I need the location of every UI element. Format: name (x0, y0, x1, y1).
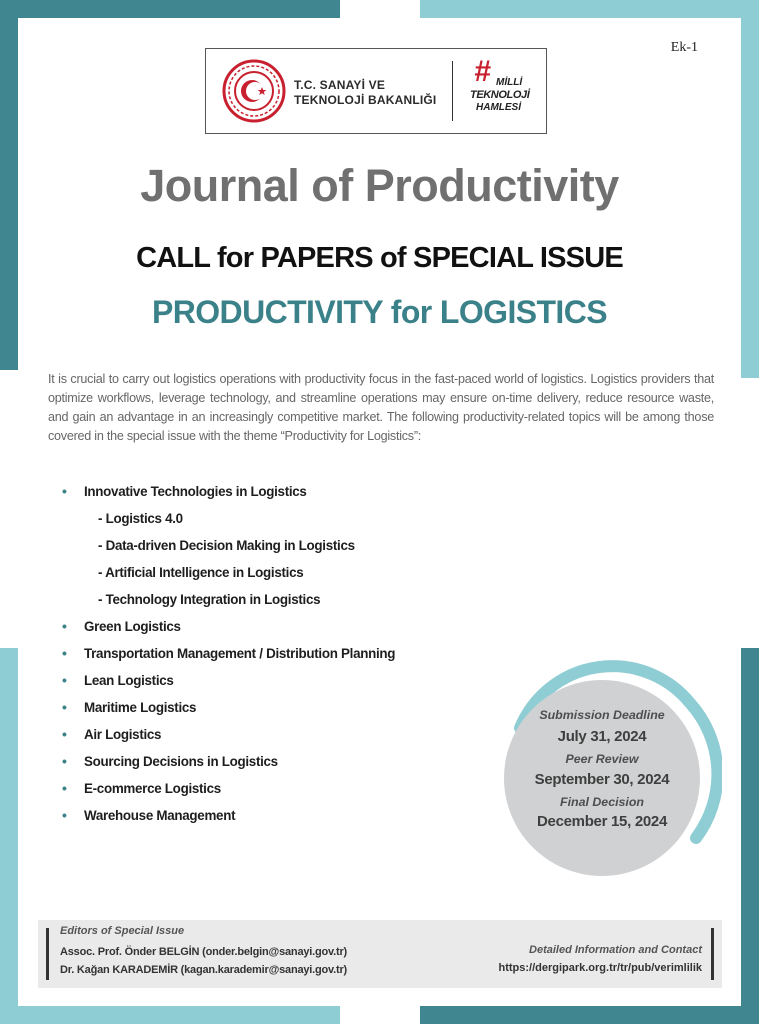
ministry-name (294, 78, 436, 108)
subtopic-item: - Technology Integration in Logistics (98, 592, 321, 607)
final-decision-label: Final Decision (560, 795, 644, 809)
topic-item: • Innovative Technologies in Logistics (62, 484, 395, 511)
editor-1: Assoc. Prof. Önder BELGİN (onder.belgin@sanayi.gov.tr) (60, 946, 347, 958)
milli-teknoloji-logo (468, 55, 536, 123)
subtopic-item: - Logistics 4.0 (98, 511, 183, 526)
peer-review-label: Peer Review (565, 752, 639, 766)
footer-right-bar (711, 928, 714, 980)
final-decision-date: December 15, 2024 (537, 813, 667, 830)
topic-item: • E-commerce Logistics (62, 781, 395, 808)
frame-top-left-dark (0, 0, 340, 18)
frame-right-dark (741, 648, 759, 1024)
campaign-line-1: MİLLİ (496, 77, 523, 88)
editor-2: Dr. Kağan KARADEMİR (kagan.karademir@sanayi.gov.tr) (60, 964, 348, 976)
frame-bottom-right-dark (420, 1006, 759, 1024)
campaign-hash: # (474, 55, 491, 88)
deadlines-circle (504, 680, 700, 876)
topic-item: • Lean Logistics (62, 673, 395, 700)
frame-left-light (0, 648, 18, 1024)
intro-paragraph: It is crucial to carry out logistics operations with productivity focus in the fast-paced world of logistics. Logistics providers that optimize workflows, leverage technology, and streamline operations may ensure on-time delivery, reduce resource waste, and gain an advantage in an increasingly competitive market. The following productivity-related topics will be among those covered in the special issue with the theme “Productivity for Logistics”: (48, 372, 714, 443)
frame-top-right-light (420, 0, 759, 18)
topic-item: • Air Logistics (62, 727, 395, 754)
footer-left-bar (46, 928, 49, 980)
peer-review-date: September 30, 2024 (534, 771, 670, 788)
topic-item: • Sourcing Decisions in Logistics (62, 754, 395, 781)
topic-item: • Maritime Logistics (62, 700, 395, 727)
submission-deadline-label: Submission Deadline (539, 708, 665, 722)
frame-bottom-left-light (0, 1006, 340, 1024)
logo-box (205, 48, 547, 134)
editors-title: Editors of Special Issue (60, 925, 185, 937)
submission-deadline-date: July 31, 2024 (557, 728, 647, 745)
subtopic-item: - Data-driven Decision Making in Logistics (98, 538, 355, 553)
ministry-seal-icon (222, 59, 286, 123)
contact-url[interactable]: https://dergipark.org.tr/tr/pub/verimlilik (498, 962, 702, 974)
corner-label: Ek-1 (670, 40, 698, 55)
ministry-line-1: T.C. SANAYİ VE (294, 78, 386, 92)
ministry-line-2: TEKNOLOJİ BAKANLIĞI (294, 93, 437, 107)
footer-bar (38, 920, 722, 988)
topic-item: • Green Logistics (62, 619, 395, 646)
topics-list (62, 484, 395, 835)
contact-title: Detailed Information and Contact (529, 944, 702, 956)
campaign-line-2: TEKNOLOJİ (470, 89, 530, 101)
journal-title: Journal of Productivity (140, 160, 619, 211)
call-for-papers-heading: CALL for PAPERS of SPECIAL ISSUE (136, 242, 623, 274)
logo-divider (452, 61, 453, 121)
topic-item: • Warehouse Management (62, 808, 395, 835)
campaign-line-3: HAMLESİ (476, 102, 521, 113)
subtopic-item: - Artificial Intelligence in Logistics (98, 565, 304, 580)
topic-item: • Transportation Management / Distribution Planning (62, 646, 395, 673)
special-issue-theme: PRODUCTIVITY for LOGISTICS (152, 294, 607, 330)
